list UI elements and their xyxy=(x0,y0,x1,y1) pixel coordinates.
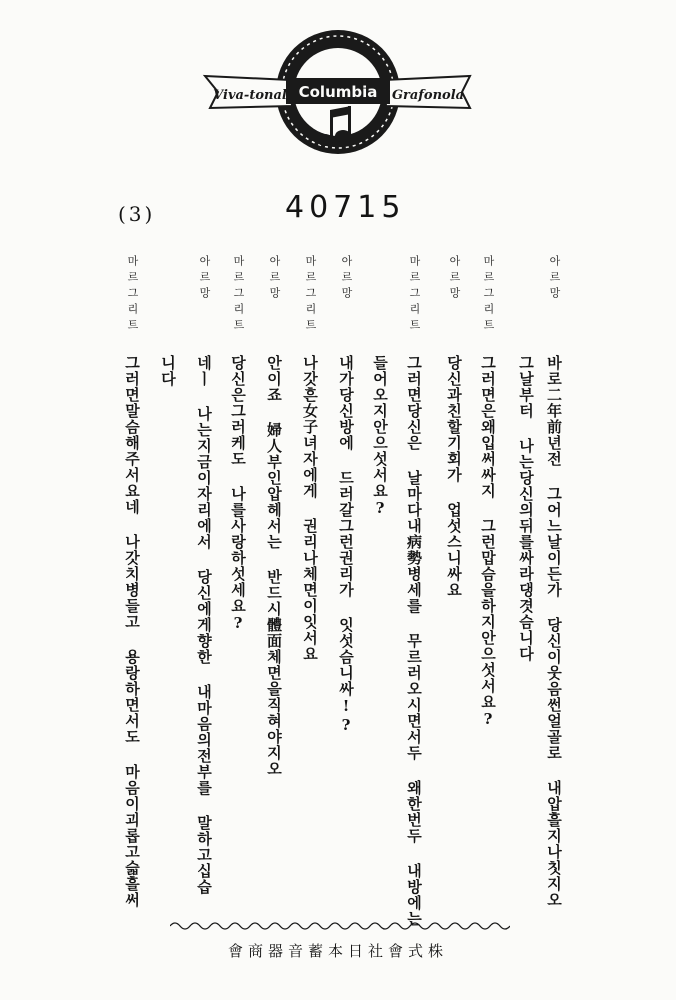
publisher-name: 株式會社日本蓄音器商會 xyxy=(227,942,448,960)
dialogue-line: 그러면당신은 날마다내病勢병세를 무르러오시면서두 왜한번두 내방에는 xyxy=(405,355,423,927)
publisher-footer xyxy=(0,940,676,961)
dialogue-line: 네ㅣ 나는지금이자리에서 당신에게향한 내마음의전부를 말하고십습 xyxy=(195,355,213,895)
speaker-label: 아르망 xyxy=(548,255,561,303)
dialogue-line: 그날부터 나는당신의뒤를싸라댕겻슴니다 xyxy=(517,355,535,662)
logo-left-label: Viva-tonal xyxy=(213,88,287,103)
dialogue-line: 당신은그러케도 나를사랑하섯세요? xyxy=(229,355,247,633)
speaker-label: 마르그리트 xyxy=(408,255,421,335)
speaker-label: 마르그리트 xyxy=(482,255,495,335)
dialogue-line: 그러면은왜입써싸지 그런맙슴을하지안으섯서요? xyxy=(479,355,497,729)
speaker-label: 아르망 xyxy=(198,255,211,303)
dialogue-line: 니다 xyxy=(159,355,177,387)
columbia-logo xyxy=(0,0,676,200)
speaker-label: 마르그리트 xyxy=(232,255,245,335)
speaker-label: 아르망 xyxy=(448,255,461,303)
dialogue-line: 당신과친할기회가 업섯스니싸요 xyxy=(445,355,463,598)
logo-right-label: Grafonola xyxy=(391,88,465,103)
wavy-divider xyxy=(170,918,510,934)
dialogue-line: 그러면말슴해주서요네 나갓치병들고 용랑하면서도 마음이괴롭고슯흘써 xyxy=(123,355,141,908)
record-number: 40715 xyxy=(285,190,406,225)
dialogue-line: 나갓흔女子녀자에게 권리나체면이잇서요 xyxy=(301,355,319,662)
speaker-label: 마르그리트 xyxy=(304,255,317,335)
speaker-label: 아르망 xyxy=(268,255,281,303)
dialogue-line: 안이죠 婦人부인압헤서는 반드시體面체면을직혀야지오 xyxy=(265,355,283,777)
speaker-label: 아르망 xyxy=(340,255,353,303)
page-number: (3) xyxy=(118,202,156,226)
dialogue-line: 들어오지안으섯서요? xyxy=(371,355,389,518)
dialogue-line: 내가당신방에 드러갈그런권리가 잇섯슴니싸!? xyxy=(337,355,355,735)
logo-center-label: Columbia xyxy=(298,83,378,101)
dialogue-line: 바로二年前년전 그어느날이든가 당신이웃음썬얼골로 내압흘지나칫지오 xyxy=(545,355,563,908)
speaker-label: 마르그리트 xyxy=(126,255,139,335)
